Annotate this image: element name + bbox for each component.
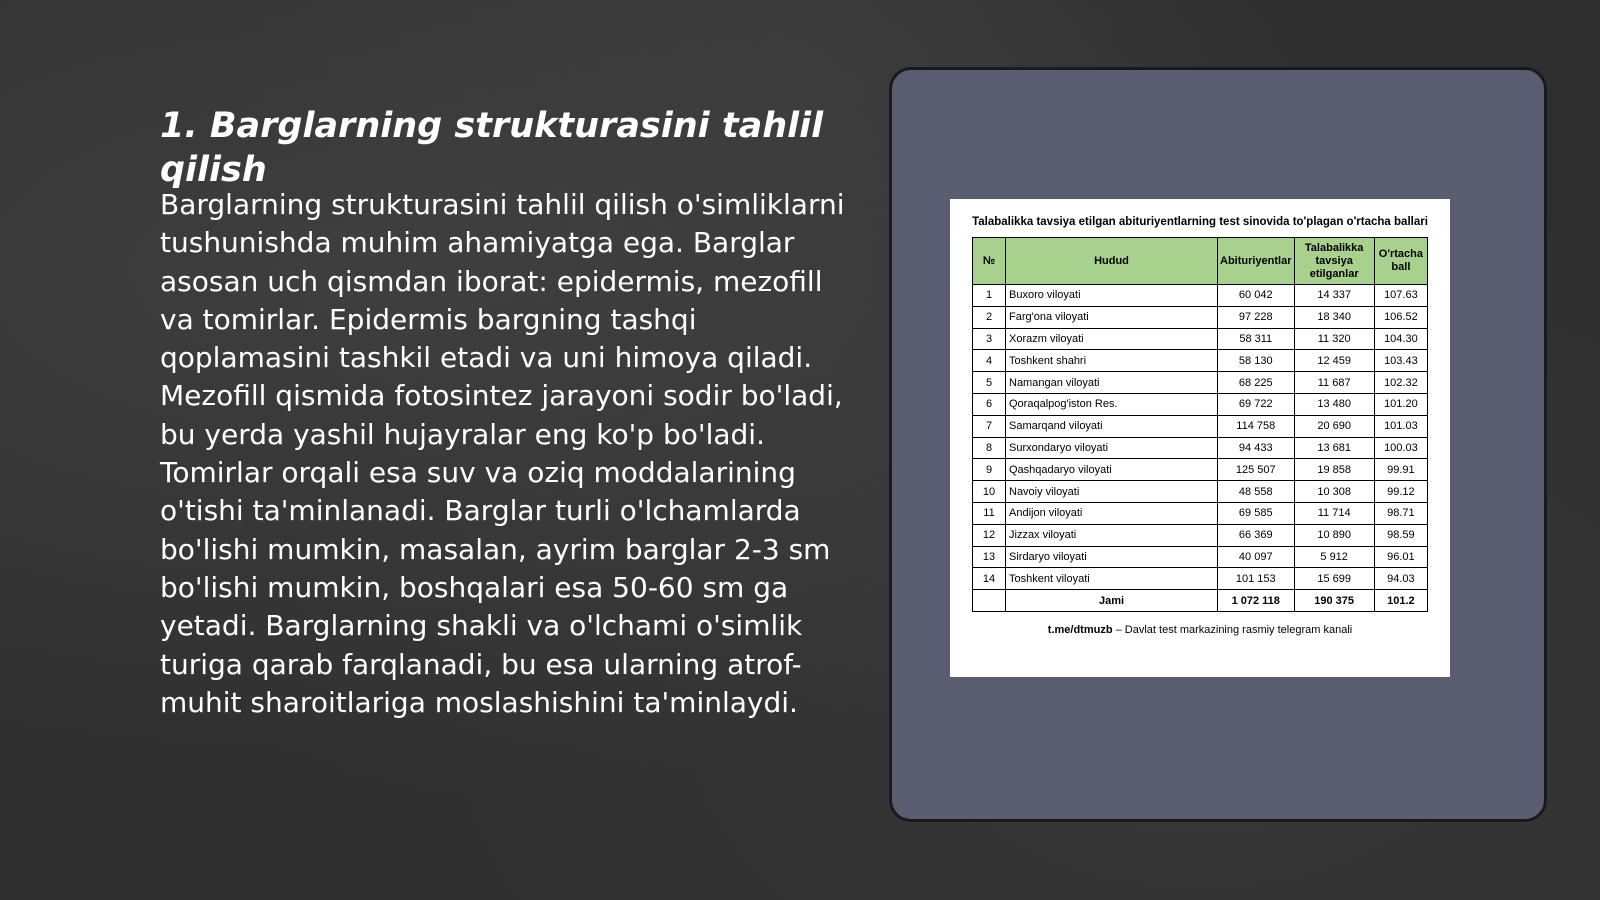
table-row: [973, 568, 1428, 590]
row-average-score: 100.03: [1374, 437, 1427, 459]
row-number: 6: [973, 393, 1006, 415]
table-row: [973, 372, 1428, 394]
header-recommended: Talabalikka tavsiya etilganlar: [1294, 238, 1374, 285]
row-applicants: 58 130: [1218, 350, 1295, 372]
row-applicants: 69 722: [1218, 393, 1295, 415]
row-number: 10: [973, 481, 1006, 503]
row-number: 14: [973, 568, 1006, 590]
total-number: [973, 590, 1006, 612]
row-recommended: 10 890: [1294, 524, 1374, 546]
row-recommended: 13 480: [1294, 393, 1374, 415]
row-average-score: 96.01: [1374, 546, 1427, 568]
row-average-score: 94.03: [1374, 568, 1427, 590]
statistics-table-image: [950, 199, 1450, 677]
row-number: 5: [973, 372, 1006, 394]
total-average-score: 101.2: [1374, 590, 1427, 612]
row-region: Sirdaryo viloyati: [1006, 546, 1218, 568]
row-applicants: 114 758: [1218, 415, 1295, 437]
row-average-score: 103.43: [1374, 350, 1427, 372]
row-average-score: 99.91: [1374, 459, 1427, 481]
row-region: Navoiy viloyati: [1006, 481, 1218, 503]
row-applicants: 68 225: [1218, 372, 1295, 394]
table-row: [973, 546, 1428, 568]
total-region: Jami: [1006, 590, 1218, 612]
row-applicants: 101 153: [1218, 568, 1295, 590]
row-region: Farg'ona viloyati: [1006, 306, 1218, 328]
table-row: [973, 306, 1428, 328]
row-applicants: 60 042: [1218, 285, 1295, 307]
row-number: 13: [973, 546, 1006, 568]
row-applicants: 69 585: [1218, 502, 1295, 524]
row-applicants: 40 097: [1218, 546, 1295, 568]
row-average-score: 101.03: [1374, 415, 1427, 437]
row-average-score: 99.12: [1374, 481, 1427, 503]
row-applicants: 97 228: [1218, 306, 1295, 328]
row-recommended: 20 690: [1294, 415, 1374, 437]
row-average-score: 107.63: [1374, 285, 1427, 307]
table-row: [973, 481, 1428, 503]
row-region: Andijon viloyati: [1006, 502, 1218, 524]
slide-title: 1. Barglarning strukturasini tahlil qilish: [160, 106, 824, 190]
row-region: Surxondaryo viloyati: [1006, 437, 1218, 459]
table-row: [973, 285, 1428, 307]
row-region: Buxoro viloyati: [1006, 285, 1218, 307]
row-recommended: 18 340: [1294, 306, 1374, 328]
row-applicants: 48 558: [1218, 481, 1295, 503]
row-recommended: 11 687: [1294, 372, 1374, 394]
row-applicants: 125 507: [1218, 459, 1295, 481]
total-applicants: 1 072 118: [1218, 590, 1295, 612]
row-recommended: 19 858: [1294, 459, 1374, 481]
table-header-row: [973, 238, 1428, 285]
row-recommended: 13 681: [1294, 437, 1374, 459]
row-number: 2: [973, 306, 1006, 328]
row-number: 7: [973, 415, 1006, 437]
table-total-row: [973, 590, 1428, 612]
total-recommended: 190 375: [1294, 590, 1374, 612]
row-number: 8: [973, 437, 1006, 459]
row-region: Qoraqalpog'iston Res.: [1006, 393, 1218, 415]
statistics-table: [972, 237, 1428, 612]
row-region: Toshkent viloyati: [1006, 568, 1218, 590]
row-number: 1: [973, 285, 1006, 307]
table-body: [973, 285, 1428, 612]
table-row: [973, 459, 1428, 481]
row-number: 12: [973, 524, 1006, 546]
table-row: [973, 502, 1428, 524]
header-average-score: O'rtacha ball: [1374, 238, 1427, 285]
row-recommended: 10 308: [1294, 481, 1374, 503]
row-average-score: 98.59: [1374, 524, 1427, 546]
row-recommended: 14 337: [1294, 285, 1374, 307]
row-region: Qashqadaryo viloyati: [1006, 459, 1218, 481]
table-row: [973, 328, 1428, 350]
table-row: [973, 393, 1428, 415]
row-recommended: 5 912: [1294, 546, 1374, 568]
row-recommended: 12 459: [1294, 350, 1374, 372]
row-average-score: 98.71: [1374, 502, 1427, 524]
row-number: 11: [973, 502, 1006, 524]
row-average-score: 104.30: [1374, 328, 1427, 350]
row-region: Xorazm viloyati: [1006, 328, 1218, 350]
footer-text: – Davlat test markazining rasmiy telegram kanali: [1112, 623, 1353, 636]
header-number: №: [973, 238, 1006, 285]
row-recommended: 11 320: [1294, 328, 1374, 350]
header-applicants: Abituriyentlar: [1218, 238, 1295, 285]
row-number: 3: [973, 328, 1006, 350]
row-number: 4: [973, 350, 1006, 372]
row-recommended: 15 699: [1294, 568, 1374, 590]
table-row: [973, 350, 1428, 372]
row-region: Toshkent shahri: [1006, 350, 1218, 372]
row-recommended: 11 714: [1294, 502, 1374, 524]
row-region: Jizzax viloyati: [1006, 524, 1218, 546]
slide-body-text: Barglarning strukturasini tahlil qilish o'simliklarni tushunishda muhim ahamiyatga ega. Barglar asosan uch qismdan iborat: epidermis, mezofill va tomirlar. Epidermis bargning tashqi qoplamasini tashkil etadi va uni himoya qiladi. Mezofill qismida fotosintez jarayoni sodir bo'ladi, bu yerda yashil hujayralar eng ko'p bo'ladi. Tomirlar orqali esa suv va oziq moddalarining o'tishi ta'minlanadi. Barglar turli o'lchamlarda bo'lishi mumkin, masalan, ayrim barglar 2-3 sm bo'lishi mumkin, boshqalari esa 50-60 sm ga yetadi. Barglarning shakli va o'lchami o'simlik turiga qarab farqlanadi, bu esa ularning atrof-muhit sharoitlariga moslashishini ta'minlaydi.: [160, 188, 845, 719]
row-number: 9: [973, 459, 1006, 481]
row-applicants: 94 433: [1218, 437, 1295, 459]
table-row: [973, 415, 1428, 437]
header-region: Hudud: [1006, 238, 1218, 285]
row-applicants: 66 369: [1218, 524, 1295, 546]
table-row: [973, 524, 1428, 546]
telegram-link[interactable]: t.me/dtmuzb: [1047, 623, 1113, 636]
table-row: [973, 437, 1428, 459]
row-average-score: 106.52: [1374, 306, 1427, 328]
row-region: Namangan viloyati: [1006, 372, 1218, 394]
row-average-score: 101.20: [1374, 393, 1427, 415]
row-applicants: 58 311: [1218, 328, 1295, 350]
row-average-score: 102.32: [1374, 372, 1427, 394]
table-caption: Talabalikka tavsiya etilgan abituriyentlarning test sinovida to'plagan o'rtacha ballari: [972, 216, 1428, 228]
table-footer: [972, 624, 1428, 636]
row-region: Samarqand viloyati: [1006, 415, 1218, 437]
